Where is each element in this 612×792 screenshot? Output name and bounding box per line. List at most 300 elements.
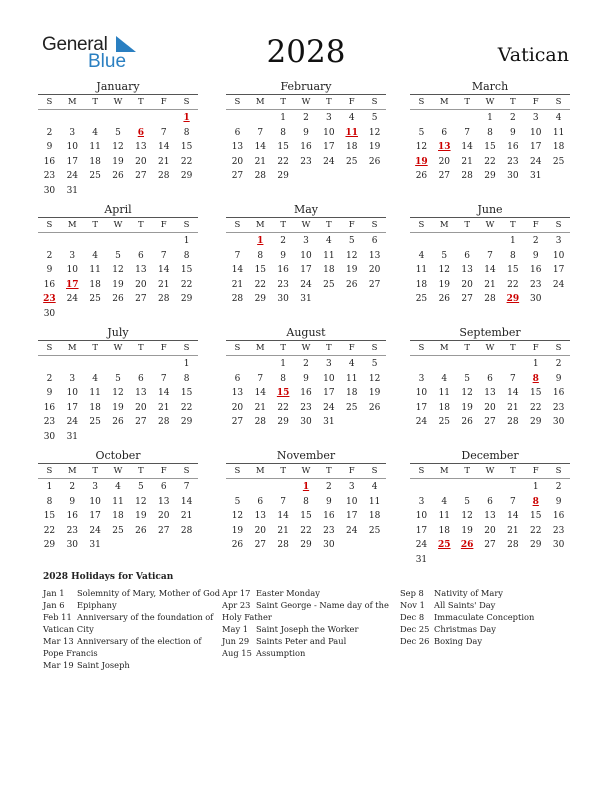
holiday-date: Dec 25 — [400, 624, 430, 634]
empty-day — [410, 357, 433, 372]
holidays-title: 2028 Holidays for Vatican — [43, 572, 174, 582]
empty-day — [129, 357, 152, 372]
day: 6 — [138, 250, 144, 261]
weekday-label: M — [67, 466, 77, 476]
day: 9 — [303, 127, 309, 138]
day: 30 — [323, 540, 335, 551]
day: 6 — [464, 250, 471, 261]
holiday-date: Apr 23 — [222, 600, 251, 610]
month-april — [38, 203, 198, 322]
day: 18 — [89, 279, 101, 290]
day: 12 — [112, 265, 124, 276]
day: 25 — [415, 294, 428, 305]
day: 25 — [552, 156, 565, 167]
day: 11 — [368, 496, 381, 507]
weekday-label: T — [510, 343, 516, 353]
holiday-day: 15 — [276, 388, 290, 399]
day: 1 — [280, 113, 287, 123]
day: 11 — [323, 250, 335, 261]
day: 17 — [415, 402, 428, 413]
weekday-label: S — [234, 220, 241, 230]
empty-day — [38, 234, 61, 249]
month-name: March — [471, 80, 509, 93]
weekday-label: T — [280, 97, 286, 107]
month-name: February — [280, 80, 332, 93]
day: 2 — [46, 127, 53, 138]
day: 27 — [484, 417, 496, 428]
day: 25 — [89, 417, 101, 428]
day: 30 — [507, 171, 519, 182]
weekday-label: M — [255, 343, 265, 353]
month-december — [410, 449, 570, 568]
day: 28 — [158, 171, 170, 182]
weekday-header — [410, 463, 570, 479]
day: 3 — [348, 482, 355, 492]
day: 10 — [530, 127, 542, 138]
day: 13 — [484, 511, 496, 522]
day: 20 — [135, 279, 147, 290]
weekday-label: W — [301, 220, 311, 230]
holiday-name: Saint Joseph the Worker — [256, 624, 359, 634]
weekday-header — [38, 94, 198, 110]
holiday-day: 6 — [137, 127, 144, 138]
day: 23 — [530, 279, 542, 290]
day: 23 — [43, 417, 56, 428]
day: 10 — [323, 373, 335, 384]
day: 2 — [326, 482, 332, 492]
holiday-day: 11 — [345, 127, 358, 138]
day: 28 — [484, 294, 496, 305]
weekday-label: W — [113, 466, 123, 476]
day: 27 — [484, 540, 496, 551]
weekday-label: T — [326, 220, 332, 230]
day: 21 — [158, 279, 170, 290]
day: 19 — [112, 279, 124, 290]
day: 24 — [323, 156, 335, 167]
day: 15 — [300, 511, 312, 522]
weekday-label: W — [113, 343, 123, 353]
day: 4 — [441, 496, 448, 507]
weekday-header — [410, 340, 570, 356]
day: 16 — [300, 388, 312, 399]
day: 21 — [180, 511, 193, 522]
day: 21 — [158, 156, 170, 167]
holiday-day: 1 — [257, 236, 264, 246]
day: 26 — [461, 417, 473, 428]
day: 12 — [461, 388, 473, 399]
holiday-entry — [222, 611, 408, 623]
holidays-column — [400, 587, 586, 647]
weekday-header — [226, 94, 386, 110]
weekday-label: S — [418, 220, 425, 230]
day: 24 — [323, 402, 335, 413]
day: 3 — [69, 250, 76, 261]
day: 16 — [43, 279, 56, 290]
holiday-date: Apr 17 — [222, 588, 251, 598]
day: 17 — [323, 142, 335, 153]
day: 21 — [484, 279, 496, 290]
day-grid — [226, 234, 386, 307]
weekday-label: S — [46, 343, 53, 353]
day: 7 — [280, 496, 287, 507]
holiday-name: Immaculate Conception — [434, 612, 535, 622]
day: 14 — [277, 511, 289, 522]
day: 11 — [346, 373, 358, 384]
day: 24 — [346, 525, 358, 536]
day: 7 — [464, 127, 471, 138]
day: 10 — [300, 250, 312, 261]
day: 6 — [257, 496, 264, 507]
day: 24 — [66, 417, 79, 428]
day: 18 — [415, 279, 428, 290]
day: 22 — [507, 279, 519, 290]
day: 24 — [300, 279, 312, 290]
day: 9 — [532, 250, 539, 261]
month-may — [226, 203, 386, 307]
weekday-label: F — [348, 220, 355, 230]
day: 2 — [280, 236, 287, 246]
day: 16 — [300, 142, 312, 153]
weekday-label: S — [555, 466, 562, 476]
day: 15 — [180, 142, 193, 153]
weekday-label: T — [326, 343, 332, 353]
day: 4 — [555, 113, 562, 123]
weekday-label: S — [183, 220, 190, 230]
day: 5 — [371, 359, 378, 369]
holiday-day: 8 — [532, 496, 539, 507]
day: 30 — [66, 540, 79, 551]
day: 1 — [183, 236, 190, 246]
month-name: October — [95, 449, 141, 462]
day: 7 — [183, 482, 190, 492]
day: 31 — [89, 540, 101, 551]
holiday-name: Christmas Day — [434, 624, 496, 634]
day: 22 — [530, 525, 542, 536]
day: 5 — [138, 482, 144, 492]
day: 9 — [303, 373, 309, 384]
month-name: November — [276, 449, 336, 462]
empty-day — [226, 357, 249, 372]
empty-day — [61, 111, 84, 126]
day: 8 — [257, 250, 264, 261]
day: 24 — [66, 171, 79, 182]
day: 2 — [303, 359, 309, 369]
day: 27 — [368, 279, 381, 290]
weekday-label: M — [255, 97, 265, 107]
day: 26 — [135, 525, 147, 536]
day: 27 — [135, 294, 147, 305]
day: 19 — [112, 402, 124, 413]
holiday-name: Solemnity of Mary, Mother of God — [77, 588, 221, 598]
weekday-label: W — [301, 466, 311, 476]
day: 8 — [280, 127, 287, 138]
empty-day — [272, 480, 295, 495]
day: 17 — [346, 511, 358, 522]
weekday-label: T — [510, 97, 516, 107]
weekday-label: F — [160, 466, 167, 476]
day: 2 — [555, 359, 562, 369]
day: 8 — [280, 373, 287, 384]
day: 5 — [115, 373, 121, 384]
month-name: January — [96, 80, 140, 93]
empty-day — [456, 234, 479, 249]
day: 15 — [180, 388, 193, 399]
day: 25 — [89, 294, 101, 305]
holiday-day: 26 — [460, 540, 474, 551]
empty-day — [249, 111, 272, 126]
holiday-day: 17 — [66, 279, 79, 290]
day: 14 — [158, 388, 170, 399]
weekday-label: S — [371, 97, 378, 107]
day: 3 — [418, 373, 425, 384]
holiday-date: Dec 8 — [400, 612, 425, 622]
empty-day — [84, 111, 107, 126]
holiday-name: Boxing Day — [434, 636, 483, 646]
day: 31 — [300, 294, 312, 305]
day: 7 — [257, 127, 264, 138]
day: 2 — [510, 113, 516, 123]
weekday-label: F — [348, 97, 355, 107]
day: 27 — [254, 540, 267, 551]
weekday-label: M — [439, 343, 449, 353]
day-grid — [226, 480, 386, 553]
empty-day — [456, 480, 479, 495]
day: 14 — [461, 142, 473, 153]
day: 31 — [530, 171, 542, 182]
weekday-label: T — [326, 466, 332, 476]
day: 3 — [92, 482, 99, 492]
day: 10 — [415, 388, 428, 399]
day: 26 — [368, 156, 381, 167]
day: 14 — [507, 388, 519, 399]
day: 23 — [43, 171, 56, 182]
empty-day — [433, 480, 456, 495]
day: 29 — [530, 417, 542, 428]
day: 26 — [231, 540, 244, 551]
day: 23 — [300, 156, 312, 167]
day: 22 — [277, 402, 289, 413]
weekday-header — [226, 217, 386, 233]
day: 19 — [135, 511, 147, 522]
day: 16 — [552, 388, 565, 399]
holiday-entry — [43, 611, 229, 623]
holiday-date: May 1 — [222, 624, 249, 634]
day: 4 — [115, 482, 121, 492]
day-grid — [410, 480, 570, 568]
day: 8 — [303, 496, 309, 507]
weekday-label: T — [464, 343, 470, 353]
day: 29 — [530, 540, 542, 551]
day: 14 — [158, 265, 170, 276]
holidays-column — [222, 587, 408, 659]
month-february — [226, 80, 386, 184]
weekday-label: S — [371, 466, 378, 476]
weekday-label: S — [46, 97, 53, 107]
day: 11 — [438, 388, 451, 399]
day: 30 — [530, 294, 542, 305]
day: 25 — [368, 525, 381, 536]
day: 18 — [89, 156, 101, 167]
empty-day — [249, 357, 272, 372]
holiday-entry — [400, 635, 586, 647]
weekday-label: M — [255, 220, 265, 230]
empty-day — [129, 234, 152, 249]
weekday-label: T — [464, 466, 470, 476]
holiday-day: 29 — [506, 294, 520, 305]
day: 12 — [112, 142, 124, 153]
day: 6 — [487, 373, 493, 384]
day: 14 — [507, 511, 519, 522]
day: 11 — [438, 511, 451, 522]
empty-day — [479, 234, 502, 249]
day: 1 — [280, 359, 287, 369]
holiday-date: Jan 6 — [43, 600, 65, 610]
day: 15 — [277, 142, 289, 153]
day: 24 — [415, 540, 428, 551]
day: 2 — [69, 482, 76, 492]
day: 31 — [323, 417, 335, 428]
day: 12 — [368, 373, 381, 384]
day: 21 — [254, 402, 267, 413]
day: 3 — [69, 373, 76, 384]
day: 8 — [46, 496, 53, 507]
day: 3 — [532, 113, 539, 123]
day: 27 — [135, 171, 147, 182]
weekday-label: T — [138, 97, 144, 107]
empty-day — [456, 111, 479, 126]
day: 16 — [507, 142, 519, 153]
day: 16 — [323, 511, 335, 522]
empty-day — [479, 480, 502, 495]
empty-day — [84, 357, 107, 372]
day: 4 — [92, 127, 99, 138]
weekday-label: S — [371, 220, 378, 230]
day: 18 — [552, 142, 565, 153]
day: 22 — [180, 279, 193, 290]
day: 1 — [487, 113, 493, 123]
day: 16 — [43, 156, 56, 167]
day: 10 — [66, 142, 79, 153]
day: 6 — [487, 496, 493, 507]
holiday-date: Sep 8 — [400, 588, 424, 598]
month-name: April — [104, 203, 132, 216]
day: 5 — [371, 113, 378, 123]
day: 11 — [552, 127, 565, 138]
day: 19 — [368, 142, 381, 153]
month-name: July — [107, 326, 129, 339]
day: 21 — [277, 525, 289, 536]
empty-day — [433, 234, 456, 249]
day: 26 — [112, 294, 124, 305]
day: 29 — [277, 171, 289, 182]
day: 4 — [371, 482, 378, 492]
day: 17 — [300, 265, 312, 276]
weekday-label: W — [485, 220, 495, 230]
empty-day — [61, 234, 84, 249]
holiday-entry — [400, 587, 586, 599]
day: 6 — [371, 236, 378, 246]
day: 4 — [92, 250, 99, 261]
day: 20 — [461, 279, 473, 290]
day: 11 — [89, 265, 101, 276]
day: 16 — [277, 265, 289, 276]
weekday-label: F — [160, 97, 167, 107]
day: 12 — [231, 511, 244, 522]
day: 23 — [300, 402, 312, 413]
day: 27 — [135, 417, 147, 428]
day: 28 — [254, 417, 267, 428]
day: 20 — [231, 156, 244, 167]
day: 5 — [234, 496, 241, 507]
day: 22 — [180, 402, 193, 413]
weekday-label: T — [280, 466, 286, 476]
weekday-label: W — [113, 220, 123, 230]
weekday-label: S — [418, 97, 425, 107]
weekday-label: S — [555, 220, 562, 230]
holiday-name: Saint Joseph — [77, 660, 130, 670]
holiday-name: Pope Francis — [43, 648, 98, 658]
day: 8 — [183, 250, 190, 261]
day: 25 — [323, 279, 335, 290]
holiday-entry — [43, 635, 229, 647]
weekday-header — [226, 463, 386, 479]
day: 13 — [461, 265, 473, 276]
day: 18 — [346, 388, 358, 399]
day: 15 — [530, 511, 542, 522]
day: 28 — [277, 540, 289, 551]
holiday-date: Nov 1 — [400, 600, 425, 610]
weekday-label: T — [138, 466, 144, 476]
empty-day — [38, 111, 61, 126]
day: 9 — [555, 373, 562, 384]
day: 13 — [484, 388, 496, 399]
day: 12 — [438, 265, 451, 276]
empty-day — [107, 234, 130, 249]
day: 29 — [484, 171, 496, 182]
day: 29 — [277, 417, 289, 428]
day: 17 — [415, 525, 428, 536]
weekday-header — [410, 217, 570, 233]
day: 5 — [441, 250, 448, 261]
holiday-name: Anniversary of the election of — [77, 636, 202, 646]
day: 12 — [461, 511, 473, 522]
day: 12 — [135, 496, 147, 507]
weekday-label: S — [183, 343, 190, 353]
day: 18 — [112, 511, 124, 522]
empty-day — [129, 111, 152, 126]
day: 26 — [112, 417, 124, 428]
day: 27 — [438, 171, 451, 182]
weekday-label: M — [67, 97, 77, 107]
day: 25 — [346, 402, 358, 413]
month-august — [226, 326, 386, 430]
day: 29 — [254, 294, 267, 305]
day: 31 — [415, 554, 428, 565]
day: 15 — [180, 265, 193, 276]
holiday-date: Aug 15 — [222, 648, 252, 658]
day: 28 — [158, 417, 170, 428]
day: 7 — [510, 496, 516, 507]
day: 30 — [552, 540, 565, 551]
day: 17 — [66, 156, 79, 167]
weekday-label: S — [234, 466, 241, 476]
day: 13 — [158, 496, 170, 507]
day-grid — [38, 357, 198, 445]
holiday-date: Dec 26 — [400, 636, 430, 646]
day: 4 — [92, 373, 99, 384]
day: 28 — [507, 417, 519, 428]
day: 20 — [438, 156, 451, 167]
